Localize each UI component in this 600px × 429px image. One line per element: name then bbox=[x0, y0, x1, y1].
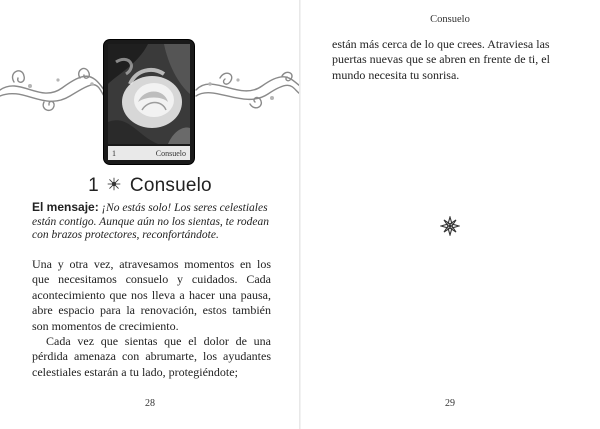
chapter-number: 1 bbox=[88, 175, 99, 196]
chapter-heading bbox=[0, 175, 300, 197]
continued-text: están más cerca de lo que crees. Atraviesa las puertas nuevas que se abren en frente de ti, el mundo necesita tu sonrisa. bbox=[332, 37, 550, 82]
running-head: Consuelo bbox=[430, 14, 470, 25]
page-number-left: 28 bbox=[145, 398, 155, 409]
oracle-card-image bbox=[104, 40, 194, 164]
card-caption bbox=[108, 146, 190, 160]
card-name: Consuelo bbox=[155, 148, 186, 158]
message-lead: El mensaje: bbox=[32, 200, 99, 214]
card-number: 1 bbox=[112, 148, 116, 158]
paragraph: Cada vez que sientas que el dolor de una pérdida amenaza con abrumarte, los ayudantes celestiales estarán a tu lado, protegiéndote; bbox=[32, 334, 271, 379]
body-text bbox=[32, 257, 271, 380]
rose-illustration bbox=[108, 44, 190, 144]
chapter-title: Consuelo bbox=[129, 175, 212, 196]
page-number-right: 29 bbox=[445, 398, 455, 409]
right-page bbox=[300, 0, 600, 429]
star-icon bbox=[107, 177, 121, 191]
paragraph: Una y otra vez, atravesamos momentos en los que necesitamos consuelo y cuidados. Cada acontecimiento que nos lleva a hacer una pausa, abre espacio para la renovación, estos también son momentos de crecimiento. bbox=[32, 257, 271, 333]
star-ornament-icon bbox=[440, 216, 460, 236]
message-quote: ¡No estás solo! Los seres celestiales están contigo. Aunque aún no los sientas, te rodean con brazos protectores, reconfortándote. bbox=[32, 202, 270, 241]
message-block bbox=[32, 201, 269, 243]
